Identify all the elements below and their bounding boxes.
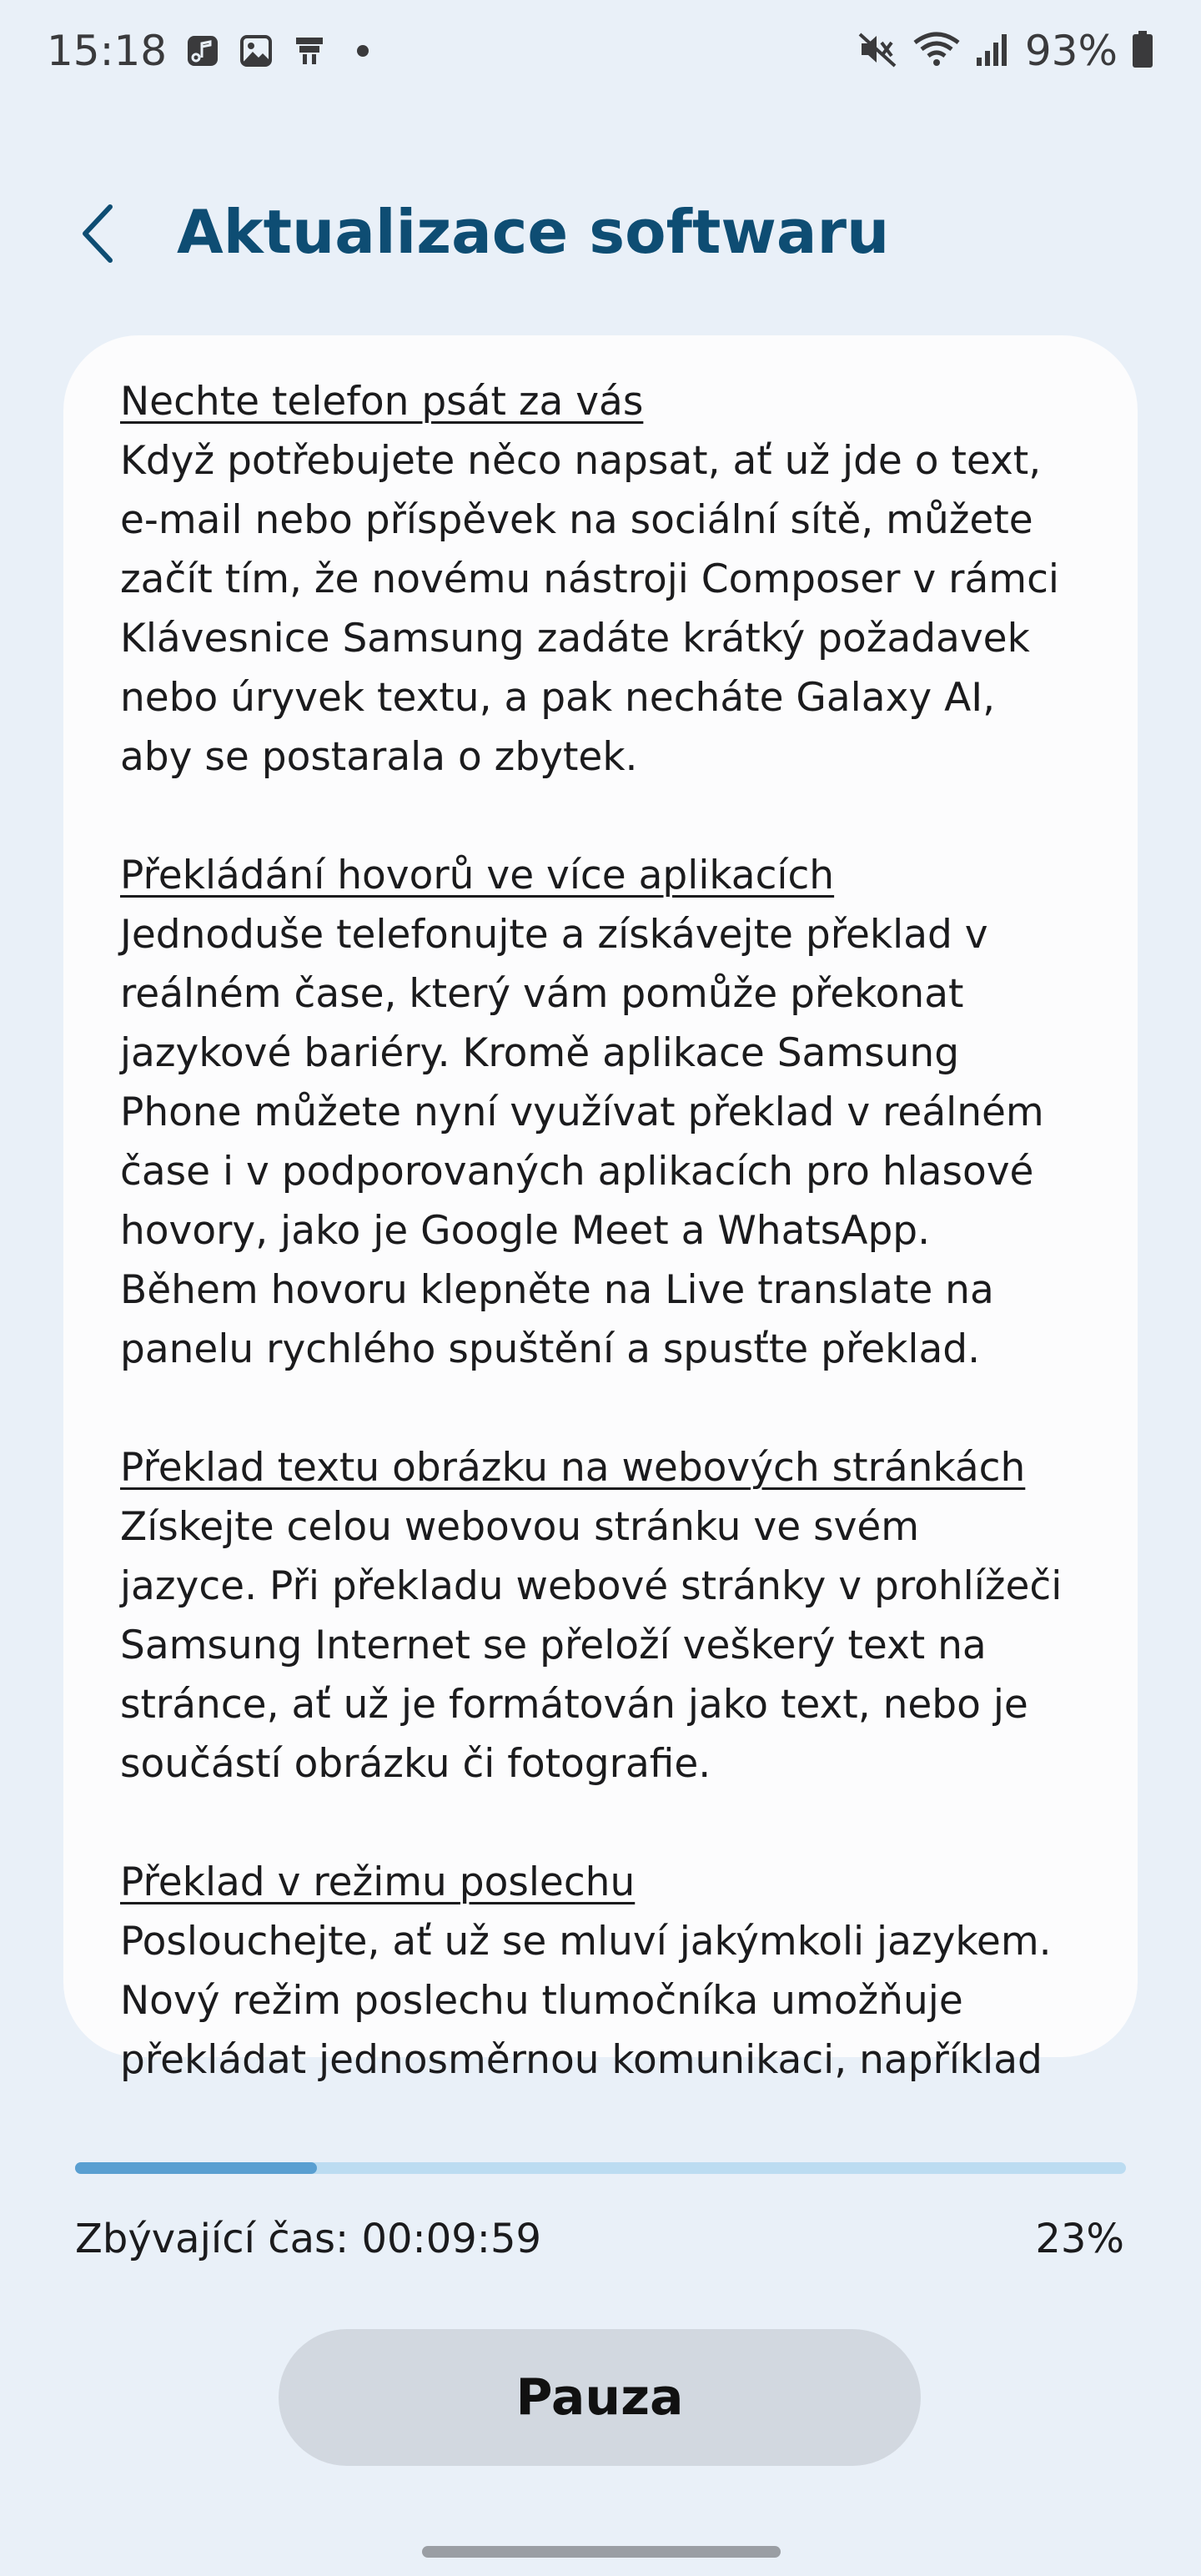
- section-text-line: součástí obrázku či fotografie.: [120, 1741, 711, 1787]
- plug-icon: [292, 33, 327, 68]
- remaining-time: Zbývající čas: 00:09:59: [75, 2216, 542, 2262]
- release-notes-card[interactable]: [63, 335, 1138, 2083]
- section-text-line: překládat jednosměrnou komunikaci, například: [120, 2037, 1043, 2083]
- progress-fill: [75, 2162, 317, 2174]
- battery-icon: [1131, 30, 1154, 72]
- pause-button[interactable]: Pauza: [279, 2329, 921, 2466]
- section-text-line: panelu rychlého spuštění a spusťte překlad.: [120, 1326, 981, 1372]
- page-title: Aktualizace softwaru: [177, 197, 890, 267]
- status-right: [858, 27, 1154, 75]
- section-text-line: Získejte celou webovou stránku ve svém: [120, 1504, 920, 1550]
- back-button[interactable]: [65, 200, 132, 267]
- wifi-icon: [912, 31, 962, 71]
- section-text-line: reálném čase, který vám pomůže překonat: [120, 971, 964, 1017]
- release-notes-content: [120, 372, 1121, 2149]
- app-header: [0, 184, 1201, 284]
- section-text-line: Klávesnice Samsung zadáte krátký požadavek: [120, 616, 1030, 662]
- section-text-line: čase i v podporovaných aplikacích pro hlasové: [120, 1149, 1034, 1195]
- release-note-section: [120, 372, 1121, 787]
- progress-percent: 23%: [1035, 2216, 1124, 2262]
- release-note-section: [120, 846, 1121, 1379]
- release-note-section: [120, 1853, 1121, 2090]
- progress-bar: [75, 2162, 1126, 2174]
- section-text-line: Nový režim poslechu tlumočníka umožňuje: [120, 1978, 963, 2024]
- section-text-line: aby se postarala o zbytek.: [120, 734, 638, 780]
- release-note-section: [120, 1438, 1121, 1794]
- section-text-line: jazykové bariéry. Kromě aplikace Samsung: [120, 1030, 960, 1076]
- navigation-handle[interactable]: [422, 2546, 781, 2558]
- status-bar: [0, 0, 1201, 108]
- section-text-line: e-mail nebo příspěvek na sociální sítě, můžete: [120, 497, 1033, 543]
- signal-icon: [975, 31, 1012, 71]
- section-text-line: hovory, jako je Google Meet a WhatsApp.: [120, 1208, 931, 1254]
- status-left: [47, 27, 380, 75]
- section-text-line: jazyce. Při překladu webové stránky v prohlížeči: [120, 1563, 1063, 1609]
- music-note-icon: [185, 33, 220, 68]
- status-clock: 15:18: [47, 27, 168, 75]
- battery-percent: 93%: [1024, 27, 1118, 75]
- section-text-line: Poslouchejte, ať už se mluví jakýmkoli jazykem.: [120, 1919, 1052, 1965]
- section-text-line: stránce, ať už je formátován jako text, nebo je: [120, 1682, 1028, 1728]
- gallery-icon: [239, 33, 274, 68]
- section-text-line: Během hovoru klepněte na Live translate na: [120, 1267, 994, 1313]
- section-text-line: Samsung Internet se přeloží veškerý text na: [120, 1623, 987, 1668]
- section-heading: Překlad textu obrázku na webových stránkách: [120, 1445, 1026, 1491]
- section-text-line: Phone můžete nyní využívat překlad v reálném: [120, 1089, 1044, 1135]
- section-text-line: Jednoduše telefonujte a získávejte překlad v: [120, 912, 988, 958]
- section-text-line: začít tím, že novému nástroji Composer v rámci: [120, 556, 1059, 602]
- section-heading: Překládání hovorů ve více aplikacích: [120, 853, 835, 898]
- section-heading: Překlad v režimu poslechu: [120, 1859, 636, 1905]
- section-text-line: nebo úryvek textu, a pak necháte Galaxy AI,: [120, 675, 996, 721]
- section-text-line: Když potřebujete něco napsat, ať už jde o text,: [120, 438, 1042, 484]
- chevron-left-icon: [73, 200, 123, 267]
- section-heading: Nechte telefon psát za vás: [120, 379, 644, 425]
- dot-icon: [345, 33, 380, 68]
- mute-icon: [858, 31, 898, 71]
